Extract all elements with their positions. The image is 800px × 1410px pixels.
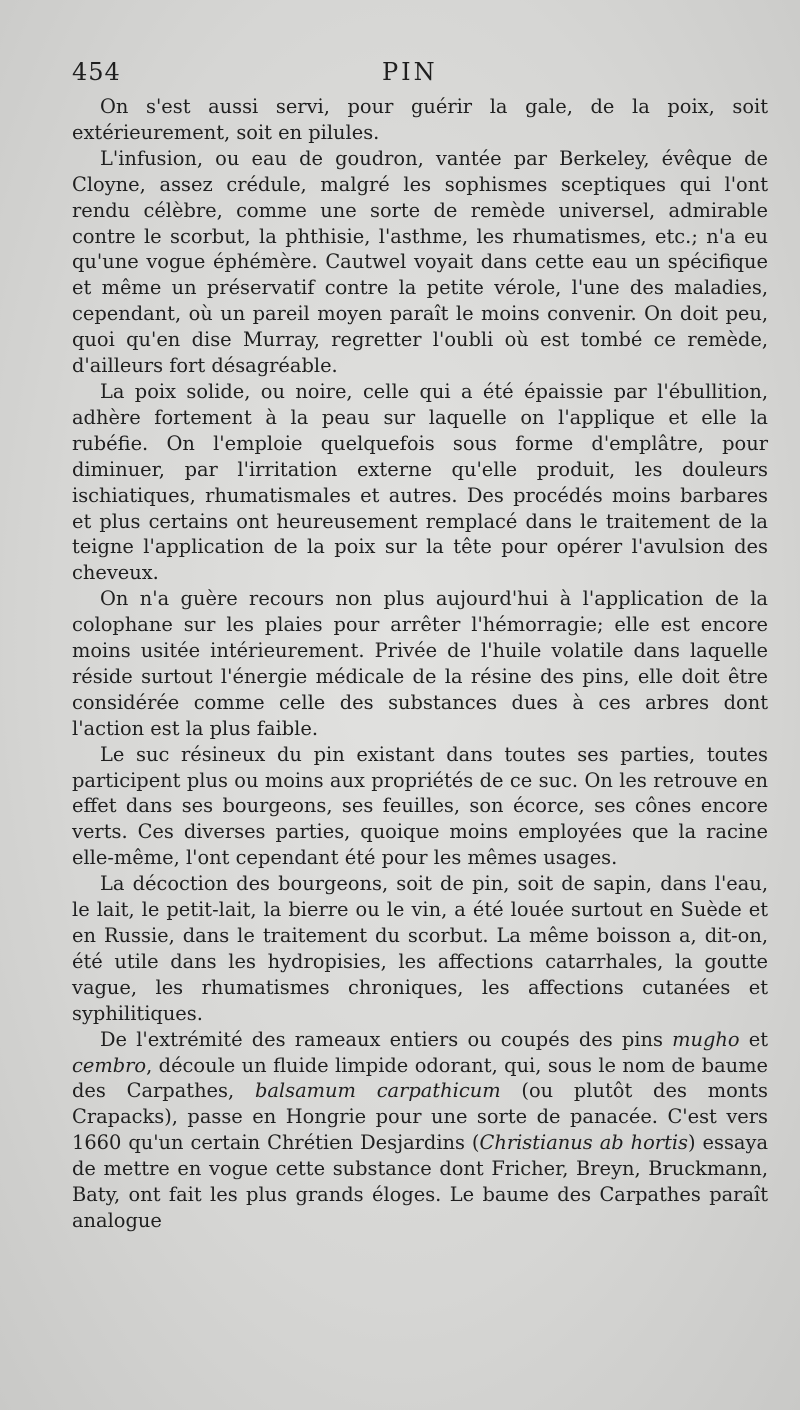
paragraph: On n'a guère recours non plus aujourd'hui à l'application de la colophane sur les plaies pour arrêter l'hémorragie; elle est encore moins usitée intérieurement. Privée de l'huile volatile dans laquelle réside surtout l'énergie médicale de la résine des pins, elle doit être considérée comme celle des substances dues à ces arbres dont l'action est la plus faible. (72, 587, 768, 740)
italic-term: mugho (672, 1027, 740, 1051)
book-page (72, 58, 768, 1234)
paragraph: La décoction des bourgeons, soit de pin, soit de sapin, dans l'eau, le lait, le petit-lait, la bierre ou le vin, a été louée surtout en Suède et en Russie, dans le traitement du scorbut. La même boisson a, dit-on, été utile dans les hydropisies, les affections catarrhales, la goutte vague, les rhumatismes chroniques, les affections cutanées et syphilitiques. (72, 872, 768, 1025)
italic-term: balsamum carpathicum (254, 1079, 501, 1103)
paragraph: La poix solide, ou noire, celle qui a été épaissie par l'ébullition, adhère fortement à la peau sur laquelle on l'applique et elle la rubéfie. On l'emploie quelquefois sous forme d'emplâtre, pour diminuer, par l'irritation externe qu'elle produit, les douleurs ischiatiques, rhumatismales et autres. Des procédés moins barbares et plus certains ont heureusement remplacé dans le traitement de la teigne l'application de la poix sur la tête pour opérer l'avulsion des cheveux. (72, 379, 768, 585)
text-run: et (739, 1027, 768, 1051)
text-run: ) essaya de mettre en vogue cette substance dont Fricher, Breyn, Bruckmann, Baty, ont fait les plus grands éloges. Le baume des Carpathes paraît analogue (72, 1131, 768, 1232)
running-title: PIN (382, 58, 438, 86)
paragraph: On s'est aussi servi, pour guérir la gale, de la poix, soit extérieurement, soit en pilules. (72, 95, 768, 144)
paragraph: L'infusion, ou eau de goudron, vantée par Berkeley, évêque de Cloyne, assez crédule, malgré les sophismes sceptiques qui l'ont rendu célèbre, comme une sorte de remède universel, admirable contre le scorbut, la phthisie, l'asthme, les rhumatismes, etc.; n'a eu qu'une vogue éphémère. Cautwel voyait dans cette eau un spécifique et même un préservatif contre la petite vérole, l'une des maladies, cependant, où un pareil moyen paraît le moins convenir. On doit peu, quoi qu'en dise Murray, regretter l'oubli où est tombé ce remède, d'ailleurs fort désagréable. (72, 146, 768, 378)
italic-term: Christianus ab hortis (479, 1131, 689, 1155)
italic-term: cembro (72, 1053, 147, 1077)
text-run: De l'extrémité des rameaux entiers ou coupés des pins (100, 1027, 673, 1051)
paragraph: Le suc résineux du pin existant dans toutes ses parties, toutes participent plus ou moins aux propriétés de ce suc. On les retrouve en effet dans ses bourgeons, ses feuilles, son écorce, ses cônes encore verts. Ces diverses parties, quoique moins employées que la racine elle-même, l'ont cependant été pour les mêmes usages. (72, 742, 768, 870)
text-run: (ou plutôt des monts Crapacks), passe en Hongrie pour une sorte de panacée. C'est vers 1660 qu'un certain Chrétien Desjardins ( (72, 1079, 768, 1155)
running-head (72, 58, 768, 94)
page-number: 454 (72, 58, 121, 86)
text-run: , découle un fluide limpide odorant, qui, sous le nom de baume des Carpathes, (72, 1053, 768, 1103)
body-text (72, 94, 768, 1234)
paragraph (72, 1027, 768, 1234)
